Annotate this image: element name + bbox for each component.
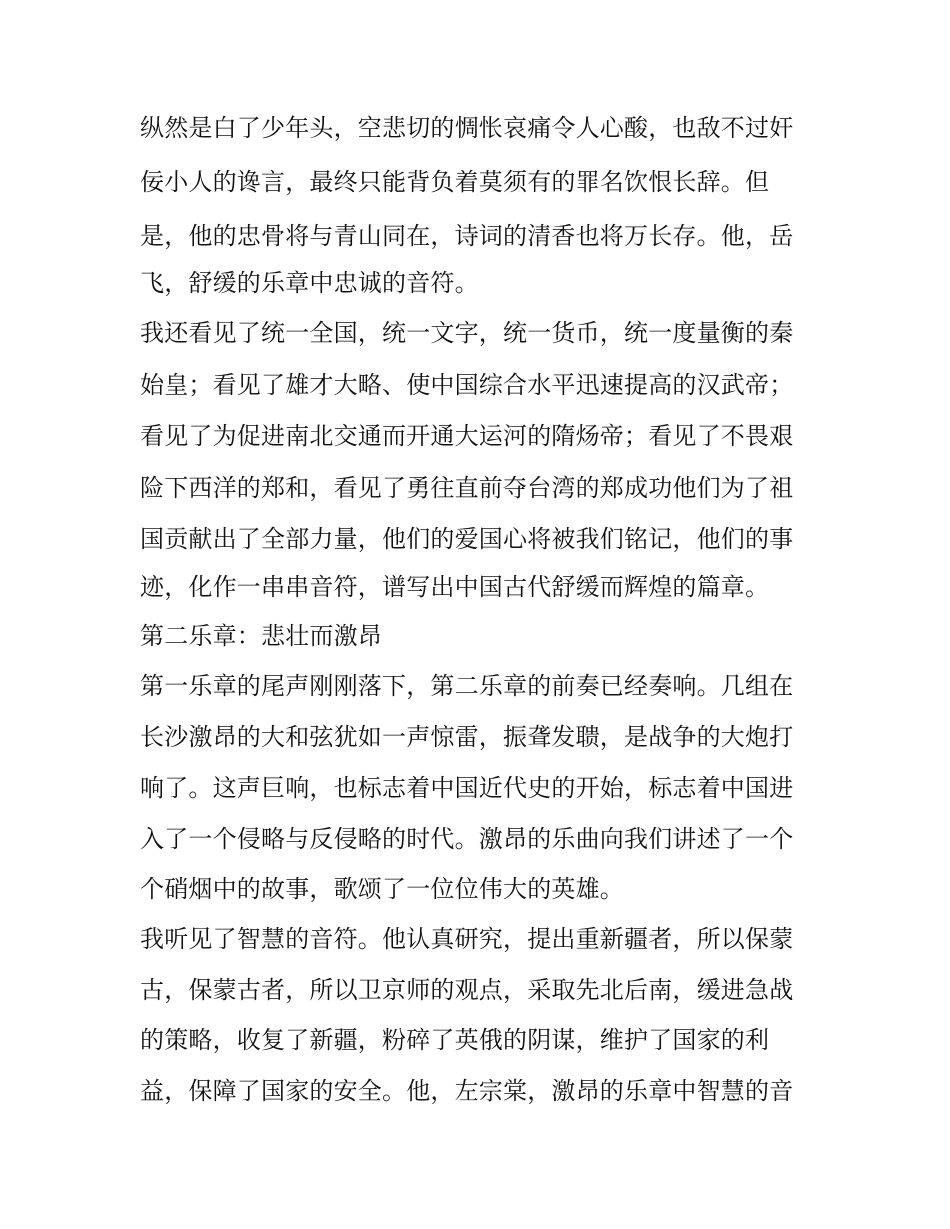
text-line: 是，他的忠骨将与青山同在，诗词的清香也将万长存。他，岳	[140, 222, 794, 250]
text-line: 险下西洋的郑和，看见了勇往直前夺台湾的郑成功他们为了祖	[140, 474, 794, 502]
section-heading: 第二乐章：悲壮而激昂	[140, 622, 382, 650]
text-line: 迹，化作一串串音符，谱写出中国古代舒缓而辉煌的篇章。	[140, 573, 770, 601]
text-line: 国贡献出了全部力量，他们的爱国心将被我们铭记，他们的事	[140, 525, 794, 553]
text-line: 第一乐章的尾声刚刚落下，第二乐章的前奏已经奏响。几组在	[140, 672, 794, 700]
text-line: 看见了为促进南北交通而开通大运河的隋炀帝；看见了不畏艰	[140, 422, 794, 450]
text-line: 我听见了智慧的音符。他认真研究，提出重新疆者，所以保蒙	[140, 925, 794, 953]
text-line: 始皇；看见了雄才大略、使中国综合水平迅速提高的汉武帝；	[140, 371, 794, 399]
text-line: 长沙激昂的大和弦犹如一声惊雷，振聋发聩，是战争的大炮打	[140, 723, 794, 751]
text-line: 纵然是白了少年头，空悲切的惆怅哀痛令人心酸，也敌不过奸	[140, 114, 794, 142]
text-line: 古，保蒙古者，所以卫京师的观点，采取先北后南，缓进急战	[140, 976, 794, 1004]
text-line: 个硝烟中的故事，歌颂了一位位伟大的英雄。	[140, 875, 624, 903]
text-line: 入了一个侵略与反侵略的时代。激昂的乐曲向我们讲述了一个	[140, 825, 794, 853]
text-line: 的策略，收复了新疆，粉碎了英俄的阴谋，维护了国家的利	[140, 1026, 770, 1054]
text-line: 飞，舒缓的乐章中忠诚的音符。	[140, 269, 479, 297]
text-line: 我还看见了统一全国，统一文字，统一货币，统一度量衡的秦	[140, 319, 794, 347]
text-line: 佞小人的谗言，最终只能背负着莫须有的罪名饮恨长辞。但	[140, 168, 770, 196]
text-line: 响了。这声巨响，也标志着中国近代史的开始，标志着中国进	[140, 774, 794, 802]
text-line: 益，保障了国家的安全。他，左宗棠，激昂的乐章中智慧的音	[140, 1077, 794, 1105]
